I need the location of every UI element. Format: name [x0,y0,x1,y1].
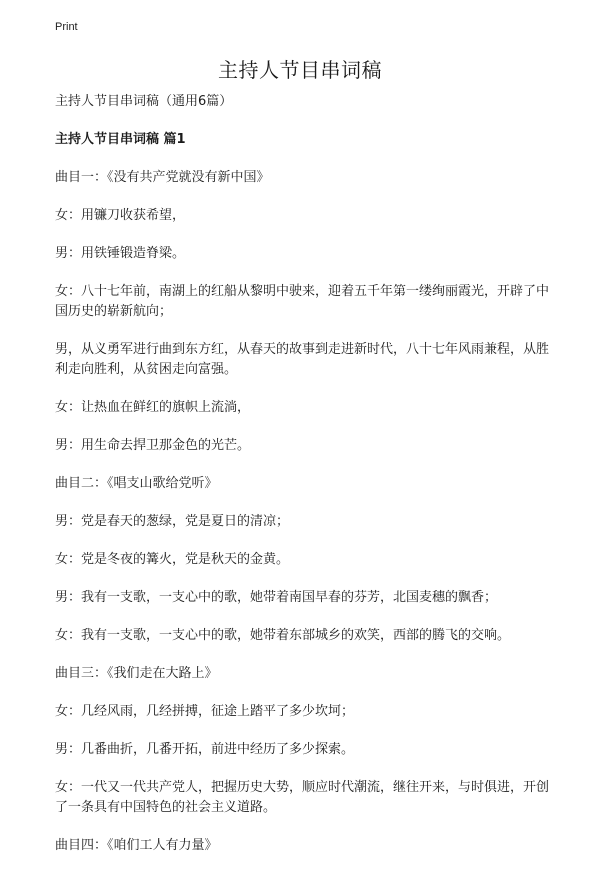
document-paragraph: 女：几经风雨，几经拼搏，征途上踏平了多少坎坷； [55,704,355,719]
print-link[interactable]: Print [55,21,78,33]
document-paragraph: 曲目二：《唱支山歌给党听》 [55,476,218,491]
document-paragraph: 女：一代又一代共产党人，把握历史大势，顺应时代潮流，继往开来，与时俱进，开创了一条具有中国特色的社会主义道路。 [55,780,550,815]
document-paragraph: 男：几番曲折，几番开拓，前进中经历了多少探索。 [55,742,355,757]
document-paragraph: 主持人节目串词稿（通用6篇） [55,94,233,109]
document-paragraph: 男：党是春天的葱绿，党是夏日的清凉； [55,514,290,529]
document-paragraph: 男：用生命去捍卫那金色的光芒。 [55,438,251,453]
document-paragraph: 女：我有一支歌，一支心中的歌，她带着东部城乡的欢笑，西部的腾飞的交响。 [55,628,511,643]
document-paragraph: 男：我有一支歌，一支心中的歌，她带着南国早春的芬芳，北国麦穗的飘香； [55,590,498,605]
document-title: 主持人节目串词稿 [218,58,382,82]
document-paragraph: 女：八十七年前，南湖上的红船从黎明中驶来，迎着五千年第一缕绚丽霞光，开辟了中国历史的崭新航向； [55,284,550,319]
document-paragraph: 男，从义勇军进行曲到东方红，从春天的故事到走进新时代，八十七年风雨兼程，从胜利走向胜利，从贫困走向富强。 [55,342,550,377]
document-paragraph: 女：用镰刀收获希望， [55,208,186,223]
document-paragraph: 女：党是冬夜的篝火，党是秋天的金黄。 [55,552,290,567]
document-paragraph: 男：用铁锤锻造脊梁。 [55,246,186,261]
document-paragraph: 曲目三：《我们走在大路上》 [55,666,218,681]
document-paragraph: 女：让热血在鲜红的旗帜上流淌， [55,400,251,415]
document-body [55,92,555,874]
document-paragraph: 曲目四：《咱们工人有力量》 [55,838,218,853]
section-heading: 主持人节目串词稿 篇1 [55,132,186,147]
document-paragraph: 曲目一：《没有共产党就没有新中国》 [55,170,270,185]
